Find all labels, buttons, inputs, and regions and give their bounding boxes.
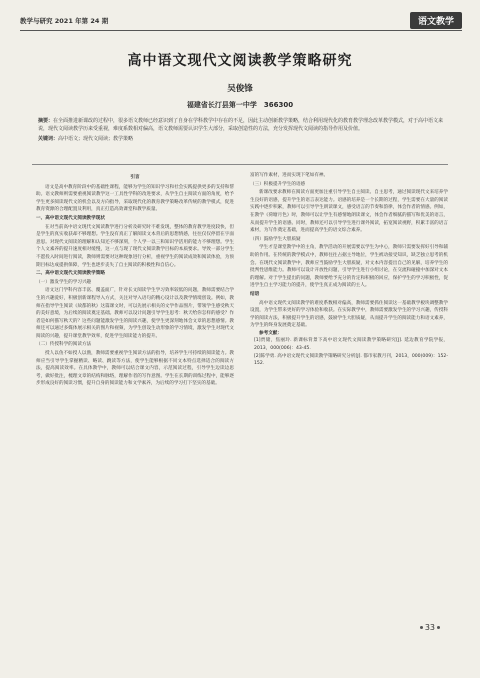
section2-4-paragraph: 学生才是课堂教学中的主角，教学活动的开展需要以学生为中心，教师只需要发挥好引导和辅助的作用。在传统的教学模式中，教师往往占据主导地位，学生被动接受知识，缺乏独立思考的机会。在现代文阅读教学中，教师应当鼓励学生大胆质疑，对文本内容提出自己的见解，培养学生的批判性思维能力。教师可以设计开放性问题，引导学生进行小组讨论，在交流和碰撞中加深对文本的理解。对于学生提出的问题，教师要给予充分的肯定和积极的回应，保护学生的学习积极性，促进学生自主学习能力的提升，使学生真正成为阅读的主人。 [250, 245, 448, 289]
section2-3-paragraph: 新课改要求教师在阅读方面更加注重引导学生自主阅读、自主思考，通过阅读现代文来培养学生良好的语感，提升学生的语言表达能力。语感的培养是一个长期的过程，学生需要在大量的阅读实践中逐步积累，教师可以引导学生朗读课文，感受语言的节奏和韵律，体会作者的情感。例如，在教学《荷塘月色》时，教师可以让学生有感情地朗读课文，体会作者细腻的描写和优美的语言，从而提升学生的语感。同时，教师还可以引导学生进行课外阅读，拓宽阅读视野，积累丰富的语言素材，为写作奠定基础，进而提高学生的语文综合素养。 [250, 190, 448, 234]
section1-paragraph: 在对当前高中语文现代文阅读教学进行分析及研究时不难发现，整体的教育教学进度较快，但是学生的真实收获却不够理想。学生没有真正了解阅读文本背后的思想情感，往往仅仅停留在字面意思。对现代文阅读的理解和认知还不够深刻，个人学一以三和知识学活用的能力不够理想。学生个人文素养的提升速度相对缓慢，这一点与现了现代文阅读教学目标的本质要求。导致一部分学生不愿投入时间进行阅读，教师则需要对这种现象进行分析，重视学生的阅读成效和阅读体验，为预期目标达成提供保障，学生也逐步丧失了自主阅读的积极性和自信心。 [36, 224, 234, 268]
section-tag: 语文教学 [410, 12, 462, 29]
left-column [36, 172, 234, 388]
dot-decoration [420, 626, 423, 629]
abstract-label: 摘要： [38, 118, 54, 124]
intro-paragraph: 语文是高中教育阶段中的基础性课程，能够为学生的知识学习和社会实践提供更多的支持和帮助。语文教师则需要重视阅读教学这一工具性学科的改进要求，从学生自主阅读方面的角度，给予学生更多阅读现代文的机会以及方向指导，采取现代化的教育教学策略改革传统的教学模式，促进教育资源的合理配置及利用，真正打造高效课堂和教学质量。 [36, 184, 234, 213]
references-heading: 参考文献： [259, 330, 282, 336]
section2-2-paragraph: 授人以鱼不如授人以渔，教师需要重视学生阅读方法的指导，培养学生可持续的阅读能力。教师应当引导学生掌握精读、略读、跳读等方法，使学生能够根据不同文本特点选择适合的阅读方法，提高阅读效率。在具体教学中，教师可以结合课文内容，示范阅读过程，引导学生边读边思考，做好批注，梳理文章的结构和脉络，理解作者的写作意图。学生在长期的训练过程中，能够逐步形成良好的阅读习惯，提升自身的阅读能力和文学素养，为后续的学习打下坚实的基础。 [36, 351, 234, 387]
abstract [38, 117, 444, 133]
header-rule [20, 30, 462, 31]
intro-heading: 引言 [130, 175, 140, 180]
abstract-text: 在全面推进新课改的过程中，很多语文教师已经意识到了自身在学科教学中存在的不足，因此主动创新教学策略，结合利用现代化的教育教学理念改革教学模式，对于高中语文来说，现代文阅读教学历来受重视，难度系数相对偏高，语文教师需要认识学生大部分，采取创造性的方法，充分发挥现代文阅读的指导作用及价值。 [38, 118, 444, 132]
keywords-text: 高中语文；现代文阅读；教学策略 [58, 136, 134, 142]
conclusion-heading: 结语 [250, 291, 260, 297]
dot-decoration [437, 626, 440, 629]
conclusion-paragraph: 高中语文现代文阅读教学的难度系数相对偏高，教师需要抓住阅读这一基础教学板块调整教学设置，为学生带来更好的学习体验和收获。在实际教学中，教师需要激发学生的学习兴趣，传授科学的阅读方法，积极提升学生的语感，鼓励学生大胆质疑，从而提升学生的阅读能力和语文素养，为学生的终身发展奠定基础。 [250, 300, 448, 329]
section2-2-heading: （二）传授科学的阅读方法 [36, 342, 92, 348]
reference-item: [1]贾储，焦丽玲. 新课标背景下高中语文现代文阅读教学策略研究[J]. 延边教育学院学报，2013，000(006)：43-45. [254, 338, 448, 352]
section1-heading: 一、高中语文现代文阅读教学现状 [36, 215, 105, 221]
right-column [250, 172, 448, 368]
keywords [38, 135, 444, 143]
article-title: 高中语文现代文阅读教学策略研究 [127, 53, 353, 69]
page-number-text: 33 [424, 623, 435, 632]
section2-3-heading: （三）积极提升学生的语感 [250, 181, 306, 187]
article-author: 吴俊锋 [227, 84, 253, 94]
journal-header: 教学与研究 2021 年第 24 期 [20, 17, 109, 25]
section2-heading: 二、高中语文现代文阅读教学策略 [36, 271, 105, 277]
section2-1-heading: （一）激发学生的学习兴趣 [36, 279, 92, 285]
article-affiliation: 福建省长汀县第一中学 366300 [186, 101, 294, 109]
section2-1-paragraph: 语文这门学科内容丰富、覆盖面广，针对长文阅读学生学习效率较低的问题，教师需要结合学生的兴趣爱好，积极创新课程导入方式，关注对导入语句的精心设计以及教学情境创设。例如，教师在指导学生阅读《故都的秋》这篇课文时，可以先展示相关的文学作品图片，带领学生感受秋天的美好意境，为后续的阅读奠定基础。教师可以设计问题引导学生思考：秋天给你怎样的感受？作者是如何描写秋天的？这些问题能激发学生的阅读兴趣，使学生更深刻地体会文章的思想感情。教师还可以通过多媒体展示相关的图片和视频，为学生创设生动形象的学习情境，激发学生对现代文阅读的兴趣，提升课堂教学效率，促进学生阅读能力的提升。 [36, 288, 234, 339]
page-number [418, 623, 442, 632]
abstract-rule [32, 164, 448, 165]
reference-item: [2]陈学勇. 高中语文现代文阅读教学策略研究分析[J]. 都市家教月刊，2013，000(009)：152-152. [254, 353, 448, 367]
continued-paragraph: 富的写作素材，进而实现下笔如有神。 [250, 173, 329, 178]
keywords-label: 关键词： [38, 136, 59, 142]
section2-4-heading: （四）鼓励学生大胆质疑 [250, 236, 301, 242]
abstract-block [38, 117, 444, 145]
